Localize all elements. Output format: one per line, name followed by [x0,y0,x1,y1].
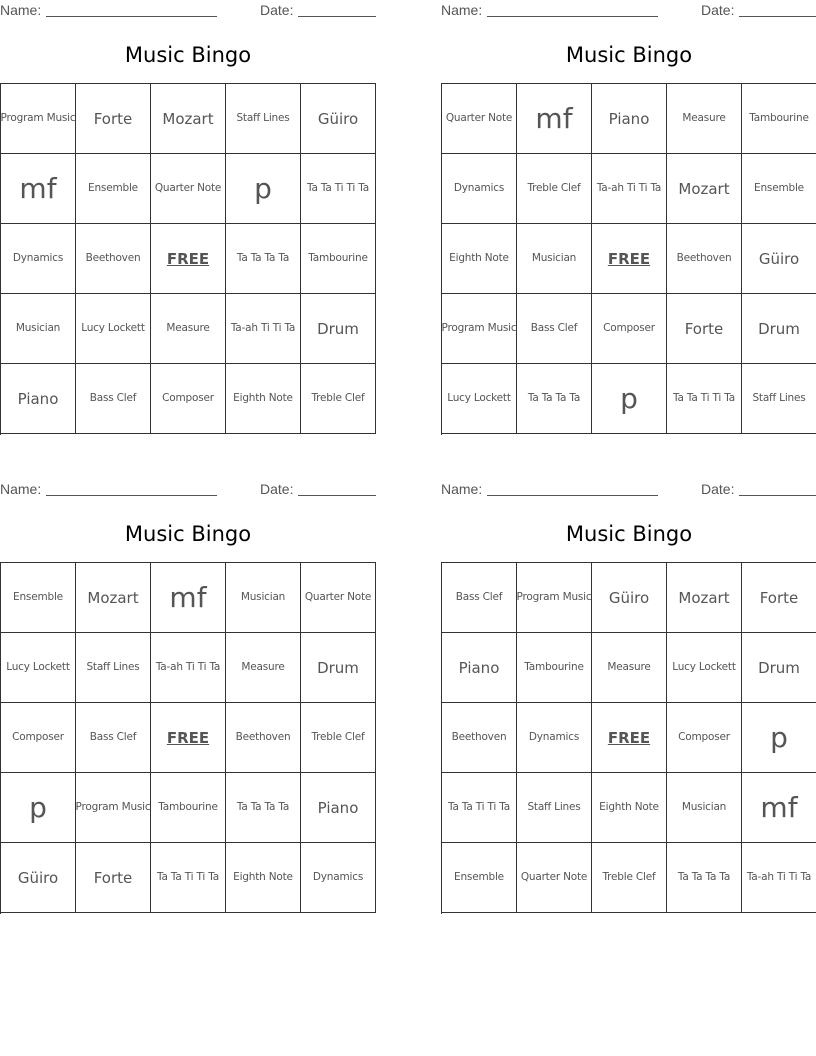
bingo-cell[interactable]: Eighth Note [226,364,301,434]
bingo-cell[interactable]: Lucy Lockett [667,633,742,703]
bingo-cell[interactable]: Piano [1,364,76,434]
bingo-cell[interactable]: Tambourine [301,224,376,294]
date-blank-line[interactable] [298,495,376,496]
bingo-cell[interactable]: Forte [742,563,816,633]
name-blank-line[interactable] [487,495,658,496]
bingo-cell[interactable]: Program Music [1,84,76,154]
bingo-cell[interactable]: Ensemble [76,154,151,224]
bingo-cell[interactable]: Staff Lines [76,633,151,703]
bingo-cell[interactable]: Treble Clef [301,364,376,434]
bingo-cell[interactable]: Ensemble [442,843,517,913]
name-blank-line[interactable] [487,16,658,17]
name-label: Name: [0,481,42,497]
date-label: Date: [701,2,735,18]
bingo-cell[interactable]: p [742,703,816,773]
bingo-cell[interactable]: Ensemble [1,563,76,633]
bingo-cell[interactable]: Dynamics [442,154,517,224]
bingo-cell[interactable]: Dynamics [1,224,76,294]
free-space-cell[interactable]: FREE [592,224,667,294]
name-date-header [441,481,816,499]
bingo-grid [0,83,376,435]
bingo-cell[interactable]: Ta-ah Ti Ti Ta [151,633,226,703]
bingo-cell[interactable]: Measure [667,84,742,154]
bingo-cell[interactable]: Composer [667,703,742,773]
bingo-cell[interactable]: Drum [742,294,816,364]
bingo-cell[interactable]: Program Music [76,773,151,843]
bingo-cell[interactable]: Forte [76,84,151,154]
bingo-cell[interactable]: Beethoven [442,703,517,773]
bingo-cell[interactable]: p [592,364,667,434]
bingo-cell[interactable]: Mozart [76,563,151,633]
name-date-header [0,481,376,499]
bingo-cell[interactable]: Ta Ta Ti Ti Ta [667,364,742,434]
bingo-cell[interactable]: Ta Ta Ti Ti Ta [301,154,376,224]
bingo-cell[interactable]: Eighth Note [592,773,667,843]
bingo-cell[interactable]: Güiro [1,843,76,913]
free-space-cell[interactable]: FREE [592,703,667,773]
bingo-cell[interactable]: Ta-ah Ti Ti Ta [592,154,667,224]
bingo-cell[interactable]: Measure [151,294,226,364]
bingo-cell[interactable]: Musician [517,224,592,294]
name-blank-line[interactable] [46,16,217,17]
bingo-cell[interactable]: Staff Lines [742,364,816,434]
bingo-cell[interactable]: Treble Clef [517,154,592,224]
bingo-cell[interactable]: Composer [592,294,667,364]
card-title: Music Bingo [124,522,252,546]
bingo-cell[interactable]: Ensemble [742,154,816,224]
bingo-cell[interactable]: Bass Clef [442,563,517,633]
date-label: Date: [260,2,294,18]
bingo-cell[interactable]: Staff Lines [226,84,301,154]
bingo-grid [0,562,376,914]
bingo-cell[interactable]: Mozart [667,154,742,224]
name-date-header [0,2,376,20]
bingo-cell[interactable]: Lucy Lockett [1,633,76,703]
bingo-cell[interactable]: Tambourine [742,84,816,154]
bingo-cell[interactable]: Composer [1,703,76,773]
bingo-cell[interactable]: Eighth Note [226,843,301,913]
bingo-cell[interactable]: Staff Lines [517,773,592,843]
free-space-cell[interactable]: FREE [151,703,226,773]
date-label: Date: [260,481,294,497]
bingo-cell[interactable]: Ta Ta Ta Ta [517,364,592,434]
name-label: Name: [441,2,483,18]
bingo-cell[interactable]: Mozart [667,563,742,633]
bingo-cell[interactable]: Forte [76,843,151,913]
bingo-cell[interactable]: Program Music [442,294,517,364]
bingo-cell[interactable]: mf [517,84,592,154]
name-date-header [441,2,816,20]
bingo-cell[interactable]: Eighth Note [442,224,517,294]
name-label: Name: [0,2,42,18]
name-label: Name: [441,481,483,497]
bingo-cell[interactable]: Drum [301,633,376,703]
card-title: Music Bingo [565,522,693,546]
bingo-cell[interactable]: Bass Clef [76,364,151,434]
bingo-cell[interactable]: Program Music [517,563,592,633]
date-blank-line[interactable] [298,16,376,17]
bingo-cell[interactable]: Tambourine [517,633,592,703]
bingo-cell[interactable]: Quarter Note [442,84,517,154]
bingo-cell[interactable]: Ta Ta Ta Ta [226,224,301,294]
bingo-cell[interactable]: Ta Ta Ti Ti Ta [151,843,226,913]
bingo-cell[interactable]: mf [151,563,226,633]
bingo-cell[interactable]: Drum [301,294,376,364]
bingo-cell[interactable]: p [226,154,301,224]
free-space-cell[interactable]: FREE [151,224,226,294]
bingo-cell[interactable]: Lucy Lockett [76,294,151,364]
bingo-cell[interactable]: Güiro [592,563,667,633]
bingo-cell[interactable]: Treble Clef [592,843,667,913]
bingo-cell[interactable]: Mozart [151,84,226,154]
bingo-grid [441,562,816,914]
bingo-cell[interactable]: Beethoven [667,224,742,294]
bingo-cell[interactable]: Dynamics [301,843,376,913]
bingo-cell[interactable]: Bass Clef [76,703,151,773]
bingo-cell[interactable]: Quarter Note [517,843,592,913]
bingo-cell[interactable]: Treble Clef [301,703,376,773]
bingo-cell[interactable]: Musician [667,773,742,843]
bingo-cell[interactable]: p [1,773,76,843]
date-blank-line[interactable] [739,16,816,17]
bingo-cell[interactable]: Güiro [301,84,376,154]
bingo-cell[interactable]: Ta Ta Ta Ta [226,773,301,843]
card-title: Music Bingo [565,43,693,67]
bingo-cell[interactable]: Beethoven [76,224,151,294]
bingo-cell[interactable]: Quarter Note [151,154,226,224]
bingo-cell[interactable]: Beethoven [226,703,301,773]
bingo-cell[interactable]: Composer [151,364,226,434]
bingo-cell[interactable]: Drum [742,633,816,703]
bingo-cell[interactable]: Ta-ah Ti Ti Ta [226,294,301,364]
bingo-cell[interactable]: Forte [667,294,742,364]
date-label: Date: [701,481,735,497]
bingo-cell[interactable]: Lucy Lockett [442,364,517,434]
bingo-cell[interactable]: Piano [592,84,667,154]
bingo-cell[interactable]: Ta Ta Ti Ti Ta [442,773,517,843]
bingo-cell[interactable]: Musician [226,563,301,633]
bingo-grid [441,83,816,435]
bingo-cell[interactable]: Piano [442,633,517,703]
bingo-cell[interactable]: Quarter Note [301,563,376,633]
card-title: Music Bingo [124,43,252,67]
date-blank-line[interactable] [739,495,816,496]
bingo-cell[interactable]: Ta-ah Ti Ti Ta [742,843,816,913]
name-blank-line[interactable] [46,495,217,496]
bingo-cell[interactable]: Piano [301,773,376,843]
bingo-cell[interactable]: mf [742,773,816,843]
bingo-cell[interactable]: mf [1,154,76,224]
bingo-cell[interactable]: Musician [1,294,76,364]
bingo-cell[interactable]: Bass Clef [517,294,592,364]
bingo-cell[interactable]: Measure [226,633,301,703]
bingo-cell[interactable]: Dynamics [517,703,592,773]
bingo-cell[interactable]: Measure [592,633,667,703]
bingo-cell[interactable]: Güiro [742,224,816,294]
bingo-cell[interactable]: Ta Ta Ta Ta [667,843,742,913]
bingo-cell[interactable]: Tambourine [151,773,226,843]
